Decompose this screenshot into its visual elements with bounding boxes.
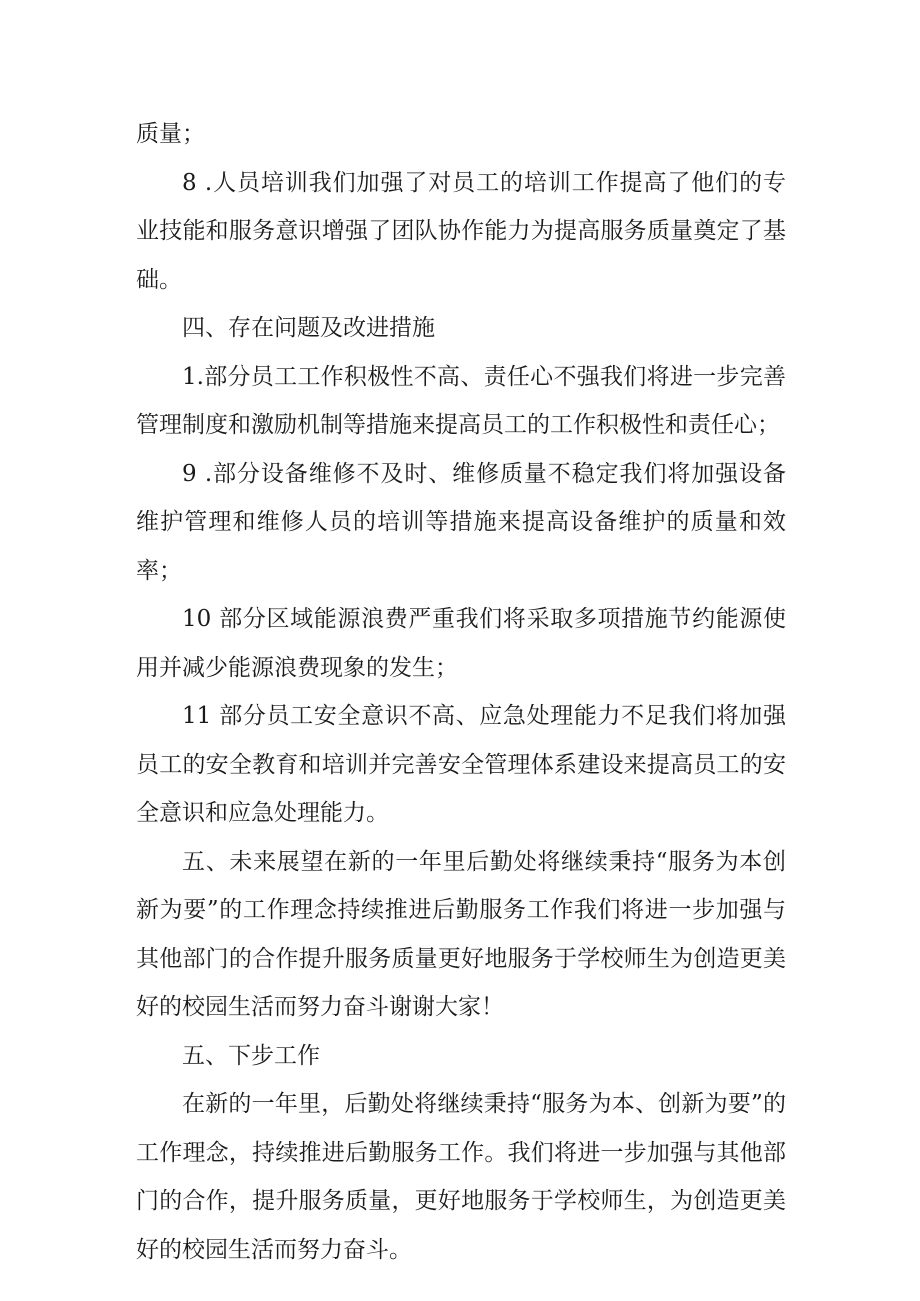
section-heading-problems: 四、存在问题及改进措施 — [182, 315, 435, 341]
paragraph-continuation: 质量； — [136, 121, 205, 147]
paragraph-item-9-equipment-maintenance: 9 .部分设备维修不及时、维修质量不稳定我们将加强设备维护管理和维修人员的培训等措施来提高设备维护的质量和效率； — [136, 460, 786, 584]
paragraph-item-1-staff-motivation: 1.部分员工工作积极性不高、责任心不强我们将进一步完善管理制度和激励机制等措施来提高员工的工作积极性和责任心； — [136, 363, 786, 438]
paragraph-item-10-energy-waste: 10 部分区域能源浪费严重我们将采取多项措施节约能源使用并减少能源浪费现象的发生； — [136, 606, 786, 681]
paragraph-future-outlook: 五、未来展望在新的一年里后勤处将继续秉持“服务为本创新为要”的工作理念持续推进后勤服务工作我们将进一步加强与其他部门的合作提升服务质量更好地服务于学校师生为创造更美好的校园生活而努力奋斗谢谢大家！ — [136, 848, 786, 1020]
paragraph-item-8-staff-training: 8 .人员培训我们加强了对员工的培训工作提高了他们的专业技能和服务意识增强了团队协作能力为提高服务质量奠定了基础。 — [136, 169, 786, 293]
paragraph-next-steps: 在新的一年里，后勤处将继续秉持“服务为本、创新为要”的工作理念，持续推进后勤服务工作。我们将进一步加强与其他部门的合作，提升服务质量，更好地服务于学校师生，为创造更美好的校园生活而努力奋斗。 — [136, 1091, 786, 1263]
document-body — [136, 110, 786, 1274]
paragraph-item-11-safety-awareness: 11 部分员工安全意识不高、应急处理能力不足我们将加强员工的安全教育和培训并完善安全管理体系建设来提高员工的安全意识和应急处理能力。 — [136, 703, 786, 826]
section-heading-next-steps: 五、下步工作 — [182, 1042, 320, 1069]
